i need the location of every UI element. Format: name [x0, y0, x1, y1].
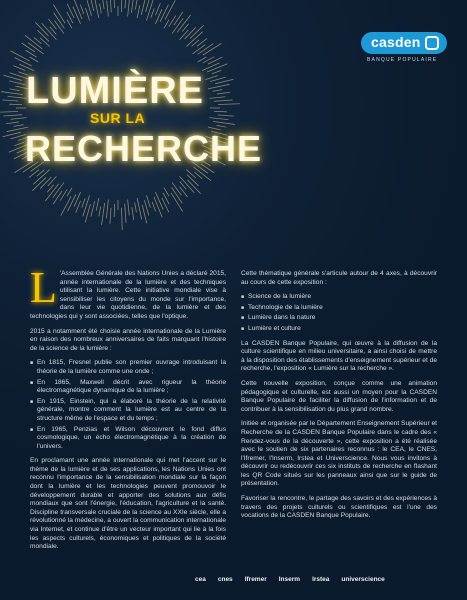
light-ray — [114, 0, 115, 8]
light-ray — [217, 92, 230, 94]
dropcap: L — [30, 263, 57, 312]
list-item: ■ En 1965, Penzias et Wilson découvrent le fond diffus cosmologique, un écho électromagnétique à la création de l'univers. — [30, 426, 226, 452]
light-ray — [10, 51, 29, 61]
list-item: ■ En 1815, Fresnel publie son premier ouvrage introduisant la théorie de la lumière comme une onde ; — [30, 359, 226, 376]
light-ray — [0, 111, 18, 112]
light-ray — [68, 194, 76, 211]
light-ray — [2, 100, 18, 101]
light-ray — [218, 104, 240, 105]
light-ray — [53, 191, 62, 204]
left-column — [30, 263, 226, 558]
light-ray — [86, 8, 90, 20]
title-line-3: RECHERCHE — [25, 128, 263, 169]
light-ray — [186, 170, 196, 179]
light-ray — [29, 170, 39, 178]
casden-paragraph: La CASDEN Banque Populaire, qui œuvre à la diffusion de la culture scientifique en milieu universitaire, a ainsi choisi de mettre à la disposition des établissements d'enseignement supérieur et de recherche, l'exposition « Lumière sur la recherche ». — [241, 339, 437, 373]
light-ray — [67, 4, 74, 18]
light-ray — [10, 134, 25, 138]
light-ray — [40, 38, 50, 47]
light-ray — [212, 70, 221, 73]
light-ray — [82, 198, 85, 207]
light-ray — [37, 30, 49, 41]
light-ray — [218, 115, 234, 116]
light-ray — [14, 125, 24, 127]
light-ray — [162, 198, 169, 212]
light-ray — [141, 0, 145, 15]
light-ray — [100, 4, 102, 14]
light-ray — [135, 0, 137, 10]
title-line-1: LUMIÈRE — [26, 70, 204, 112]
light-ray — [106, 199, 108, 218]
light-ray — [213, 121, 235, 124]
light-ray — [185, 27, 196, 39]
light-ray — [207, 64, 227, 72]
light-ray — [174, 12, 183, 25]
exhibition-paragraph: Cette nouvelle exposition, conçue comme une animation pédagogique et culturelle, est aussi un moyen pour la CASDEN Banque Populaire de faciliter la diffusion de l'information et de contribuer à la sensibilisation du plus grand nombre. — [241, 379, 437, 413]
light-ray — [137, 198, 142, 220]
light-ray — [210, 77, 225, 81]
light-ray — [180, 187, 188, 197]
light-ray — [48, 19, 56, 29]
light-ray — [215, 79, 233, 84]
light-ray — [61, 196, 71, 215]
list-item: ■ Technologie de la lumière — [241, 304, 437, 313]
intro-paragraph — [30, 263, 226, 322]
light-ray — [48, 176, 57, 186]
light-ray — [152, 202, 155, 211]
light-ray — [107, 1, 109, 17]
light-ray — [6, 122, 19, 124]
light-ray — [8, 96, 27, 98]
list-item: ■ Lumière et culture — [241, 325, 437, 334]
casden-logo — [361, 32, 447, 66]
light-ray — [22, 43, 35, 52]
light-ray — [40, 177, 51, 189]
light-ray — [54, 13, 65, 29]
light-ray — [172, 188, 183, 204]
light-ray — [216, 125, 226, 127]
light-ray — [154, 197, 162, 217]
logo-mark-icon — [425, 36, 439, 50]
light-ray — [83, 195, 90, 216]
light-ray — [91, 201, 95, 217]
light-ray — [1, 92, 23, 95]
light-ray — [15, 58, 32, 66]
closing-paragraph: En proclamant une année internationale qui met l'accent sur le thème de la lumière et de ses applications, les Nations Unies ont reconnu l'importance de la sensibilisation mondiale sur la façon dont la lumière et les technologies peuvent promouvoir le développement durable et apporter des solutions aux défis mondiaux que sont l'énergie, l'éducation, l'agriculture et la santé. Discipline transversale cruciale de la science au XXIe siècle, elle a révolutionné la médecine, a ouvert la communication internationale via Internet, et continue d'être un vecteur important qui lie à la fois les aspects culturels, économiques et politiques de la société mondiale. — [30, 457, 226, 551]
light-ray — [187, 175, 199, 186]
light-ray — [137, 5, 140, 18]
light-ray — [67, 188, 72, 197]
list-item: ■ En 1865, Maxwell décrit avec rigueur la théorie électromagnétique dynamique de la lumière ; — [30, 379, 226, 396]
intro-text: 'Assemblée Générale des Nations Unies a déclaré 2015, année internationale de la lumière et des techniques utilisant la lumière. Cette initiative mondiale vise à sensibiliser les citoyens du monde sur l'importance, dans leur vie quotidienne, de la lumière et des technologies qui y sont associées, telles que l'optique. — [30, 270, 226, 320]
light-ray — [142, 205, 147, 223]
light-ray — [76, 201, 81, 213]
light-ray — [131, 0, 134, 13]
axes-list — [241, 293, 437, 333]
partner-logo-ifremer: Ifremer — [244, 575, 267, 583]
light-ray — [146, 0, 153, 21]
light-ray — [99, 206, 101, 216]
light-ray — [80, 5, 83, 14]
light-ray — [74, 0, 82, 19]
light-ray — [192, 45, 205, 54]
partner-logo-cea: cea — [195, 575, 206, 583]
partner-logo-universcience: universcience — [341, 575, 385, 583]
light-ray — [198, 44, 214, 55]
light-ray — [132, 207, 134, 220]
anniversary-intro: 2015 a notamment été choisie année internationale de la Lumière en raison des nombreux anniversaires de faits marquant l'histoire de la science de la lumière : — [30, 327, 226, 352]
light-ray — [125, 204, 126, 223]
light-ray — [67, 20, 72, 29]
light-ray — [87, 0, 91, 15]
title-line-2: SUR LA — [90, 110, 146, 126]
light-ray — [94, 0, 99, 18]
light-ray — [96, 198, 99, 211]
list-item: ■ Science de la lumière — [241, 293, 437, 302]
light-ray — [30, 57, 39, 62]
light-ray — [155, 9, 162, 24]
light-ray — [11, 118, 27, 120]
partner-logo-cnes: cnes — [217, 575, 233, 583]
light-ray — [13, 66, 25, 71]
light-ray — [15, 142, 24, 145]
list-item: ■ Lumière dans la nature — [241, 314, 437, 323]
anniversary-list — [30, 359, 226, 451]
light-ray — [102, 203, 105, 225]
partner-logo-inserm: Inserm — [278, 575, 301, 583]
light-ray — [9, 81, 25, 85]
light-ray — [155, 3, 160, 15]
light-ray — [164, 20, 169, 29]
light-ray — [180, 30, 189, 40]
light-ray — [146, 195, 150, 207]
light-ray — [26, 50, 37, 57]
axes-intro: Cette thématique générale s'articule autour de 4 axes, à découvrir au cours de cette exposition : — [241, 270, 437, 286]
list-item: ■ En 1915, Einstein, qui a élaboré la théorie de la relativité générale, montre comment la lumière est au centre de la structure même de l'espace et du temps ; — [30, 398, 226, 424]
light-ray — [144, 200, 148, 215]
partner-logo-irstea: Irstea — [312, 575, 330, 583]
light-ray — [55, 21, 64, 34]
light-ray — [208, 84, 230, 89]
light-ray — [73, 7, 81, 24]
light-ray — [197, 38, 207, 46]
light-ray — [202, 63, 219, 71]
light-ray — [74, 192, 81, 207]
light-ray — [3, 115, 22, 116]
light-ray — [135, 203, 137, 213]
initiative-paragraph: Initiée et organisée par le Département Enseignement Supérieur et Recherche de la CASDEN Banque Populaire dans le cadre des « Rendez-vous de la découverte », cette exposition a été réalisée avec le soutien de six partenaires reconnus : le CEA, le CNES, l'Ifremer, l'Inserm, Irstea et Universcience. Nous vous invitons à découvrir ou redécouvrir ces six instituts de recherche en flashant les QR Code situés sur les panneaux ainsi que sur le guide de présentation. — [241, 420, 437, 488]
light-ray — [125, 0, 126, 8]
light-ray — [102, 0, 104, 9]
light-ray — [172, 182, 181, 195]
light-ray — [110, 0, 111, 12]
light-ray — [160, 5, 168, 22]
light-ray — [165, 0, 175, 19]
light-ray — [155, 192, 163, 209]
light-ray — [151, 8, 154, 17]
light-ray — [205, 76, 217, 80]
light-ray — [214, 100, 233, 101]
light-ray — [128, 199, 130, 215]
logo-subtitle: BANQUE POPULAIRE — [367, 57, 438, 63]
partner-logos — [195, 572, 455, 586]
light-ray — [10, 89, 20, 91]
light-ray — [209, 118, 228, 120]
light-ray — [209, 97, 225, 99]
light-ray — [60, 189, 67, 200]
light-ray — [213, 90, 223, 92]
light-ray — [121, 208, 122, 230]
light-ray — [128, 0, 130, 17]
light-ray — [198, 57, 207, 62]
light-ray — [164, 188, 169, 197]
right-column — [241, 270, 437, 527]
light-ray — [169, 16, 176, 27]
closing-paragraph: Favoriser la rencontre, le partage des savoirs et des expériences à travers des projets culturels ou scientifiques est l'une des vocations de la CASDEN Banque Populaire. — [241, 495, 437, 520]
light-ray — [208, 57, 222, 64]
light-ray — [110, 208, 111, 224]
logo-text: casden — [371, 34, 421, 50]
light-ray — [3, 132, 21, 137]
